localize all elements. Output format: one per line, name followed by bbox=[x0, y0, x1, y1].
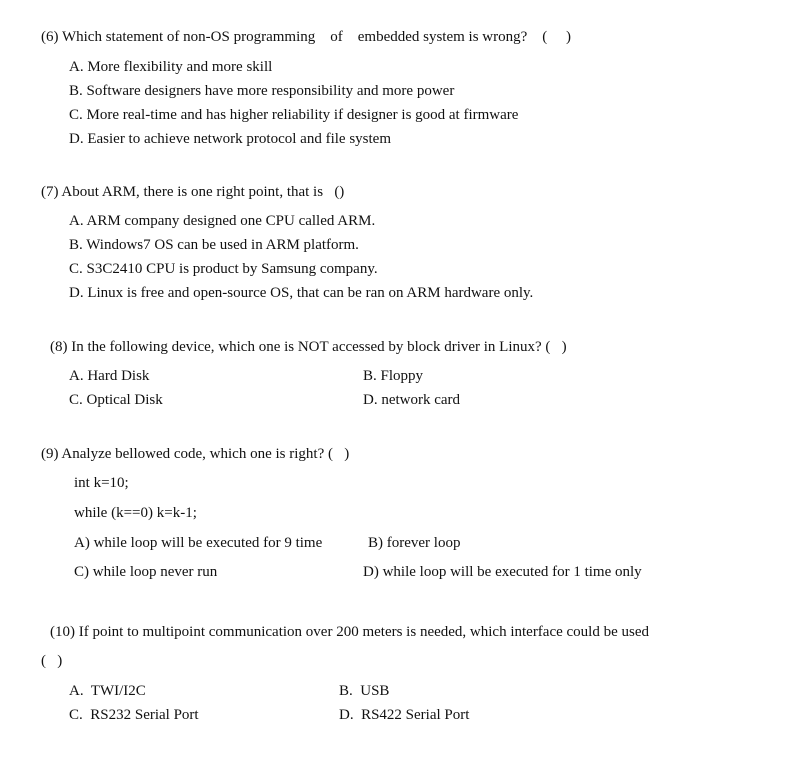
question-9-stem: (9) Analyze bellowed code, which one is right? ( ) bbox=[41, 446, 350, 462]
question-8-option-b: B. Floppy bbox=[363, 368, 424, 384]
question-7-stem: (7) About ARM, there is one right point, that is () bbox=[41, 184, 345, 200]
question-6-option-d: D. Easier to achieve network protocol and file system bbox=[69, 131, 391, 147]
question-8-option-c: C. Optical Disk bbox=[69, 392, 163, 408]
question-9-code-line-2: while (k==0) k=k-1; bbox=[74, 505, 197, 521]
question-9-code-line-1: int k=10; bbox=[74, 475, 129, 491]
question-10-option-a: A. TWI/I2C bbox=[69, 683, 146, 699]
question-7-option-a: A. ARM company designed one CPU called ARM. bbox=[69, 213, 376, 229]
question-10-stem-continued: ( ) bbox=[41, 653, 63, 669]
question-7-option-c: C. S3C2410 CPU is product by Samsung company. bbox=[69, 261, 378, 277]
question-9-option-c: C) while loop never run bbox=[74, 564, 218, 580]
question-8-stem: (8) In the following device, which one is NOT accessed by block driver in Linux? ( ) bbox=[50, 339, 567, 355]
question-6-option-b: B. Software designers have more responsibility and more power bbox=[69, 83, 455, 99]
question-6-stem: (6) Which statement of non-OS programming of embedded system is wrong? ( ) bbox=[41, 29, 572, 45]
question-10-option-b: B. USB bbox=[339, 683, 390, 699]
question-8-option-a: A. Hard Disk bbox=[69, 368, 150, 384]
question-8-option-d: D. network card bbox=[363, 392, 461, 408]
question-10-option-d: D. RS422 Serial Port bbox=[339, 707, 470, 723]
question-9-option-d: D) while loop will be executed for 1 time only bbox=[363, 564, 642, 580]
question-6-option-a: A. More flexibility and more skill bbox=[69, 59, 273, 75]
question-6-option-c: C. More real-time and has higher reliability if designer is good at firmware bbox=[69, 107, 519, 123]
question-9-option-b: B) forever loop bbox=[368, 535, 461, 551]
question-10-stem: (10) If point to multipoint communication over 200 meters is needed, which interface could be used bbox=[50, 624, 650, 640]
question-7-option-b: B. Windows7 OS can be used in ARM platform. bbox=[69, 237, 359, 253]
question-7-option-d: D. Linux is free and open-source OS, that can be ran on ARM hardware only. bbox=[69, 285, 534, 301]
question-9-option-a: A) while loop will be executed for 9 time bbox=[74, 535, 323, 551]
question-10-option-c: C. RS232 Serial Port bbox=[69, 707, 199, 723]
